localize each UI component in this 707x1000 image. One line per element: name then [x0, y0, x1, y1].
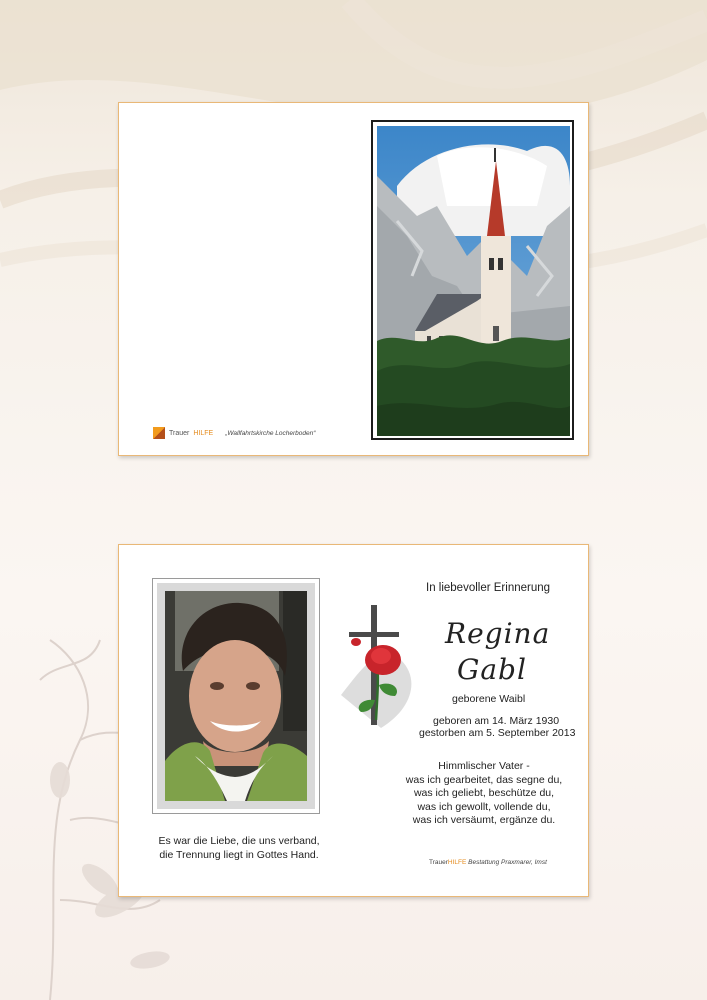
brand-suffix: HILFE — [193, 429, 214, 437]
brand-logo-front — [153, 427, 315, 439]
maiden-name: geborene Waibl — [452, 693, 526, 705]
cross-rose-icon — [341, 600, 441, 730]
poem-line: Himmlischer Vater - — [438, 760, 530, 772]
photo-caption: „Wallfahrtskirche Locherboden“ — [225, 429, 316, 437]
death-date: gestorben am 5. September 2013 — [419, 727, 576, 739]
traueilfe-logo-icon — [153, 427, 165, 439]
prayer-poem — [399, 760, 569, 828]
quote-line: Es war die Liebe, die uns verband, — [158, 835, 320, 847]
poem-line: was ich geliebt, beschütze du, — [413, 787, 555, 799]
portrait-frame — [152, 578, 320, 814]
deceased-first-name: Regina — [445, 617, 551, 650]
poem-line: was ich gearbeitet, das segne du, — [405, 773, 563, 786]
poem-line: was ich gewollt, vollende du, — [417, 800, 551, 813]
portrait-photo — [165, 591, 307, 801]
church-photo-frame — [371, 120, 574, 440]
footer-credit: Bestattung Praxmarer, Imst — [468, 859, 547, 866]
church-photo — [377, 126, 570, 436]
card-inner — [118, 544, 589, 897]
footer-brand-suffix: HILFE — [447, 859, 467, 866]
portrait-mat — [157, 583, 315, 809]
deceased-last-name: Gabl — [457, 653, 527, 686]
footer-brand-prefix: Trauer — [429, 859, 448, 866]
brand-prefix: Trauer — [169, 429, 190, 437]
quote-line: die Trennung liegt in Gottes Hand. — [159, 848, 319, 861]
poem-line: was ich versäumt, ergänze du. — [412, 814, 556, 826]
birth-date: geboren am 14. März 1930 — [433, 715, 560, 727]
card-front — [118, 102, 589, 456]
memorial-intro: In liebevoller Erinnerung — [426, 582, 551, 594]
memorial-quote — [139, 835, 339, 862]
footer-brand — [429, 859, 547, 866]
